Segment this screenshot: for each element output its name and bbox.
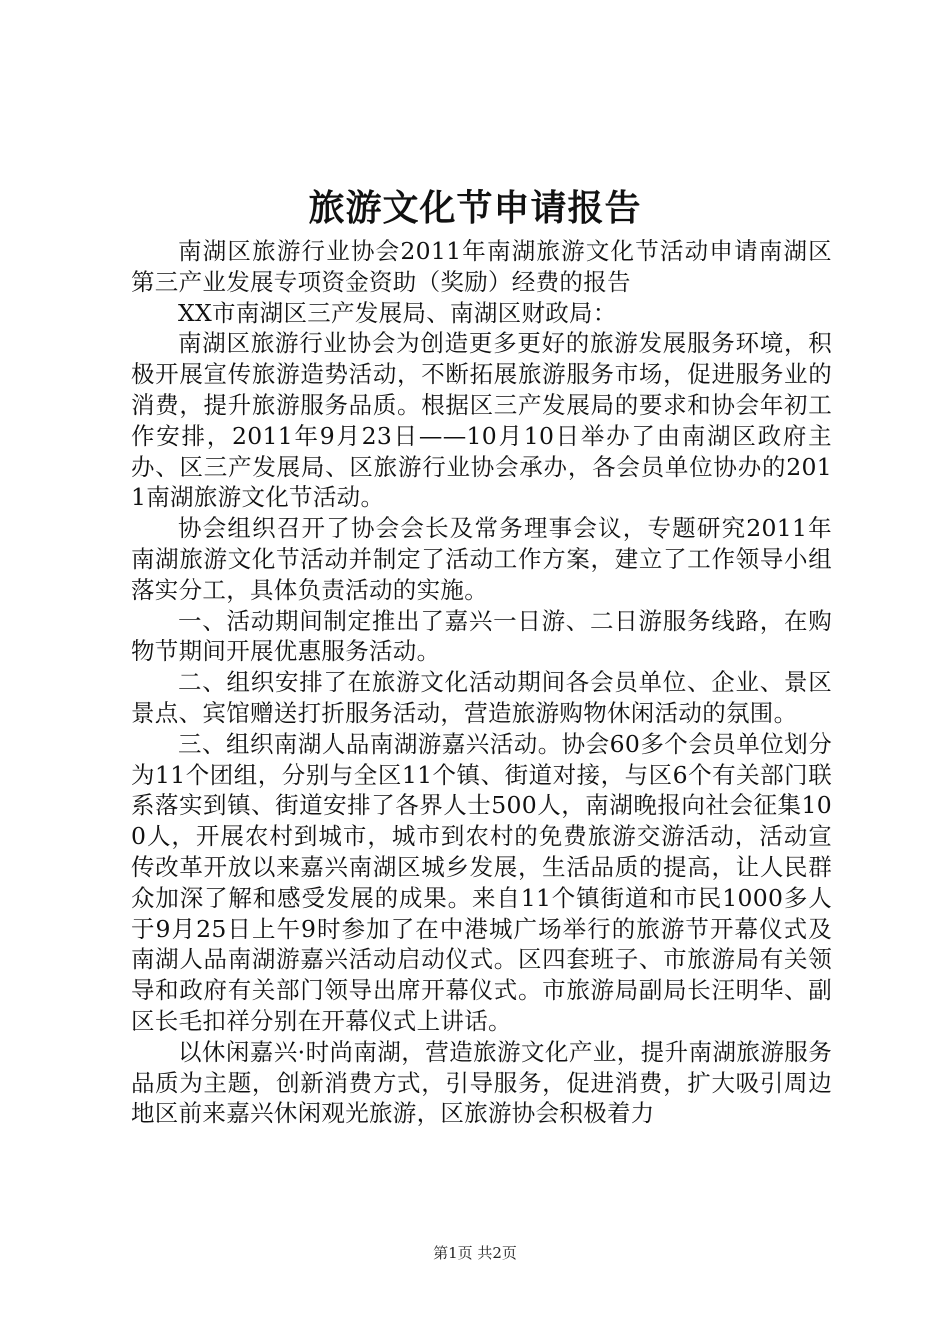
paragraph-item-three: 三、组织南湖人品南湖游嘉兴活动。协会60多个会员单位划分为11个团组，分别与全区11个镇、街道对接，与区6个有关部门联系落实到镇、街道安排了各界人士500人，南湖晚报向社会征集100人，开展农村到城市，城市到农村的免费旅游交游活动，活动宣传改革开放以来嘉兴南湖区城乡发展，生活品质的提高，让人民群众加深了解和感受发展的成果。来自11个镇街道和市民1000多人于9月25日上午9时参加了在中港城广场举行的旅游节开幕仪式及南湖人品南湖游嘉兴活动启动仪式。区四套班子、市旅游局有关领导和政府有关部门领导出席开幕仪式。市旅游局副局长汪明华、副区长毛扣祥分别在开幕仪式上讲话。 <box>131 729 832 1035</box>
paragraph-meeting: 协会组织召开了协会会长及常务理事会议，专题研究2011年南湖旅游文化节活动并制定了活动工作方案，建立了工作领导小组落实分工，具体负责活动的实施。 <box>131 514 832 604</box>
paragraph-addressee: XX市南湖区三产发展局、南湖区财政局： <box>178 298 617 327</box>
paragraph-intro: 南湖区旅游行业协会为创造更多更好的旅游发展服务环境，积极开展宣传旅游造势活动，不断拓展旅游服务市场，促进服务业的消费，提升旅游服务品质。根据区三产发展局的要求和协会年初工作安排，2011年9月23日——10月10日举办了由南湖区政府主办、区三产发展局、区旅游行业协会承办，各会员单位协办的2011南湖旅游文化节活动。 <box>131 329 832 512</box>
paragraph-item-two: 二、组织安排了在旅游文化活动期间各会员单位、企业、景区景点、宾馆赠送打折服务活动，营造旅游购物休闲活动的氛围。 <box>131 668 832 727</box>
document-body <box>131 236 832 1129</box>
paragraph-report-subject: 南湖区旅游行业协会2011年南湖旅游文化节活动申请南湖区第三产业发展专项资金资助（奖励）经费的报告 <box>131 237 832 296</box>
page-number-footer: 第1页 共2页 <box>433 1244 517 1262</box>
paragraph-theme: 以休闲嘉兴·时尚南湖，营造旅游文化产业，提升南湖旅游服务品质为主题，创新消费方式，引导服务，促进消费，扩大吸引周边地区前来嘉兴休闲观光旅游，区旅游协会积极着力 <box>131 1037 832 1128</box>
document-title: 旅游文化节申请报告 <box>308 187 642 229</box>
paragraph-item-one: 一、活动期间制定推出了嘉兴一日游、二日游服务线路，在购物节期间开展优惠服务活动。 <box>131 606 832 666</box>
